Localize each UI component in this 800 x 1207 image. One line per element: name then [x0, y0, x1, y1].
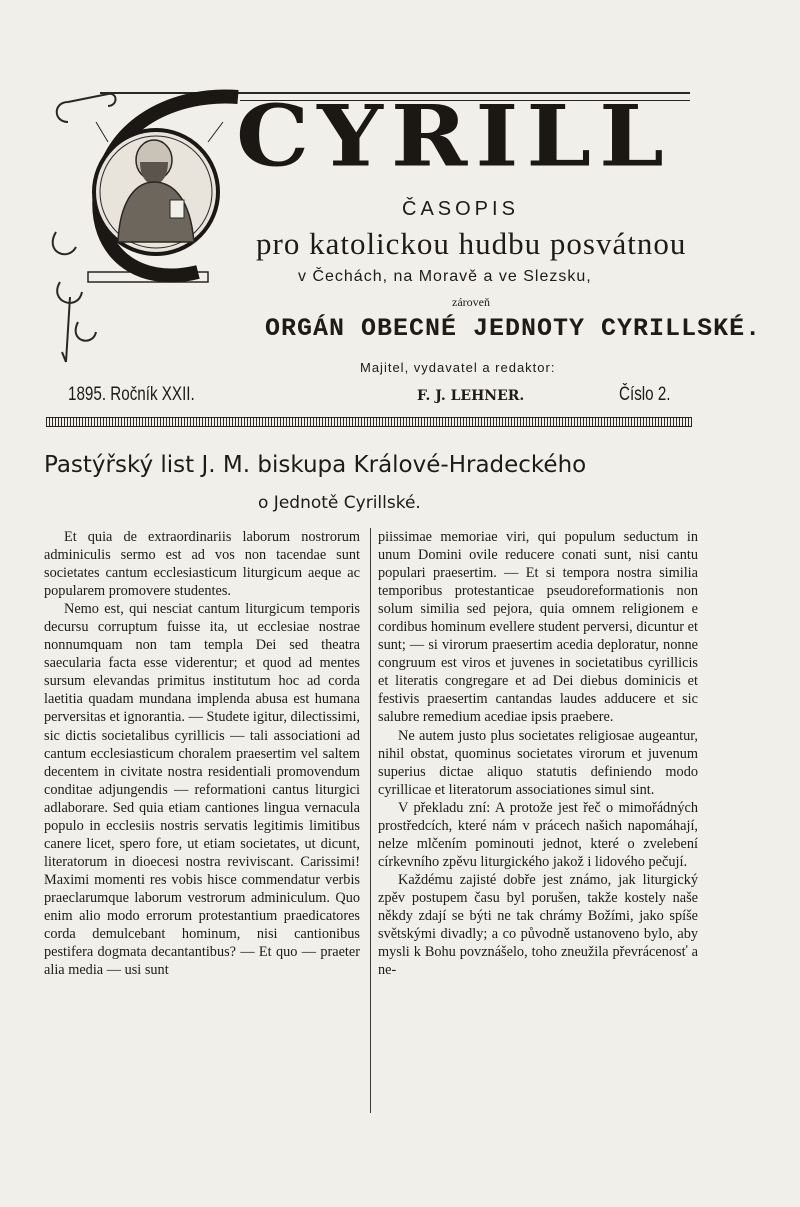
column-divider: [370, 528, 371, 1113]
journal-conjunction: zároveň: [452, 295, 490, 309]
cyril-portrait-ornament: [48, 82, 246, 382]
journal-kind: ČASOPIS: [402, 198, 519, 220]
paragraph: Et quia de extraordinariis laborum nostrorum adminiculis sermo est ad vos non tacendae sunt societates cantum ecclesiasticum liturgicum aeque ac popularem promovere studentes.: [44, 529, 360, 600]
article-column-left: [44, 528, 360, 979]
masthead-rule: [46, 417, 692, 427]
paragraph: Nemo est, qui nesciat cantum liturgicum temporis decursu corruptum fuisse ita, ut ecclesiae nostrae nonnumquam non tam templa Dei sed theatra saecularia facta esse viderentur; et quod ad mentes sursum elevandas primitus institutum hoc ad corda laetitia quadam mundana implenda abusa est humana perversitas et ignorantia. — Studete igitur, dilectissimi, sic dictis societalibus cyrillicis — tali associationi ad cantum ecclesiasticum choralem praesertim vel saltem decentem in civitate nostra residentiali promovendum conditae adjungendis — reformationi cantus liturgici adlaborare. Sed quia etiam cantiones lingua vernacula populo in ecclesiis nostris servatis legitimis limitibus canere licet, spero fore, ut etiam societates, ut dicunt, literatorum in dioecesi nostra reviviscant. Carissimi! Maximi momenti res vobis hisce commendatur verbis praeclarumque laborum vestrorum adminiculum. Quo enim alio modo errorum protestantium praedicatores corda demulcebant hominum, nisi cantionibus pestifera dogmata decantantibus? — Et quo — praeter alia media — usi sunt: [44, 601, 360, 979]
journal-organ: ORGÁN OBECNÉ JEDNOTY CYRILLSKÉ.: [265, 314, 762, 343]
paragraph: V překladu zní: A protože jest řeč o mimořádných prostředcích, které nám v prácech našich napomáhají, nelze mlčením pominouti jednot, které o zvelebení církevního zpěvu liturgického jakož i lidového pečují.: [378, 799, 698, 870]
article-subtitle: o Jednotě Cyrillské.: [258, 493, 421, 513]
article-title: Pastýřský list J. M. biskupa Králové-Hradeckého: [44, 452, 587, 478]
article-column-right: [378, 528, 698, 979]
owner-label: Majitel, vydavatel a redaktor:: [360, 360, 556, 375]
journal-title: CYRILL: [236, 86, 672, 186]
journal-subtitle: pro katolickou hudbu posvátnou: [256, 226, 687, 261]
editor-name: F. J. LEHNER.: [417, 388, 525, 404]
paragraph: Ne autem justo plus societates religiosae augeantur, nihil obstat, quominus societates virorum et juvenum superius dictae aliquo statutis definiendo modo cyrillicae et literatorum associationes simul sint.: [378, 727, 698, 798]
journal-regions: v Čechách, na Moravě a ve Slezsku,: [298, 268, 592, 285]
year-volume: 1895. Ročník XXII.: [68, 384, 195, 405]
paragraph: Každému zajisté dobře jest známo, jak liturgický zpěv postupem času byl porušen, takže kostely naše někdy zdají se býti ne tak chrámy Božími, jako spíše světskými divadly; a co původně ustanoveno bylo, aby mysli k Bohu povznášelo, toho zneužila převrácenosť a ne-: [378, 871, 698, 979]
issue-number: Číslo 2.: [619, 384, 671, 405]
paragraph: piissimae memoriae viri, qui populum seductum in unum Domini ovile reducere conati sunt, nisi cantu populari praesertim. — Et si tempora nostra similia temporibus protestanticae pseudoreformationis non solum similia sed pejora, quia omnem religionem e cordibus hominum evellere student perversi, dicuntur et sunt; — si virorum praesertim acedia deploratur, nonne congruum est viros et juvenes in societatibus cyrillicis et literatis congregare et ad Dei diebus dominicis et festivis praesertim cantandas laudes adducere et sic salubre remedium acediae ipsis praebere.: [378, 529, 698, 726]
